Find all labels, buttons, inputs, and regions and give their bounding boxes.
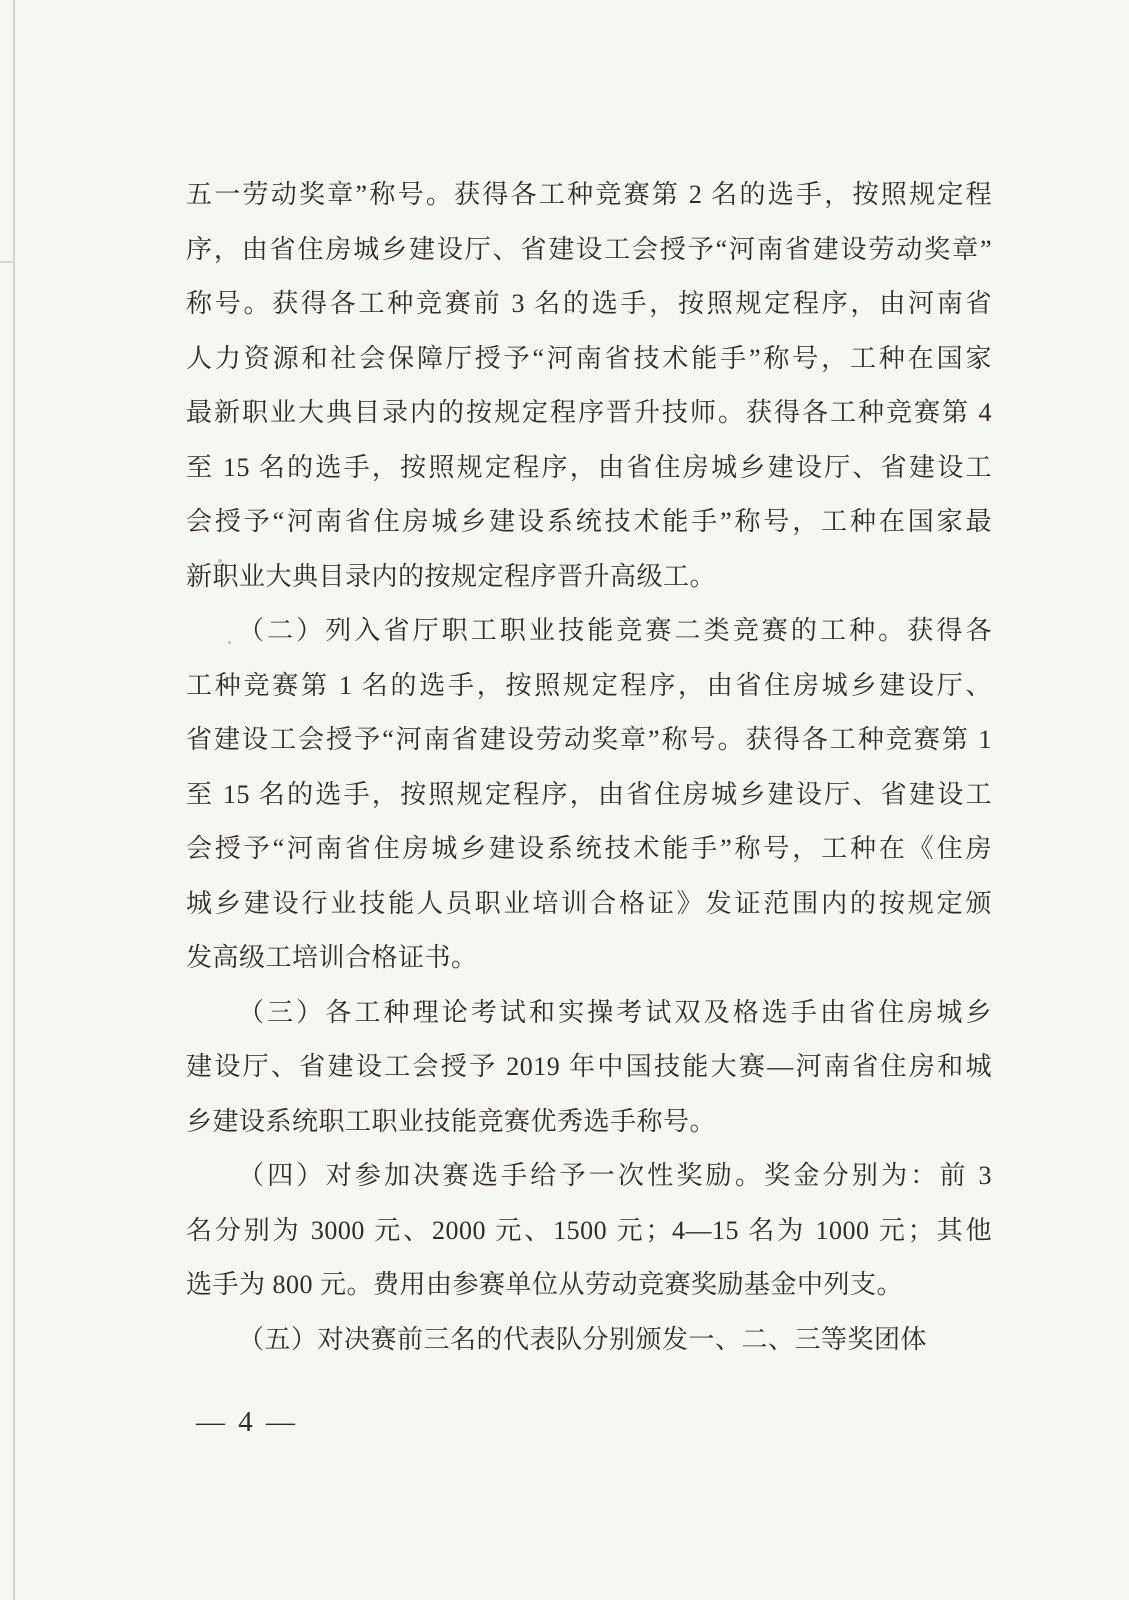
paragraph <box>186 1149 992 1313</box>
text-line: （二）列入省厅职工职业技能竞赛二类竞赛的工种。获得各 <box>238 616 992 645</box>
text-line: 序，由省住房城乡建设厅、省建设工会授予“河南省建设劳动奖章” <box>186 234 992 264</box>
text-line: 省建设工会授予“河南省建设劳动奖章”称号。获得各工种竞赛第 1 <box>186 725 992 754</box>
text-line: 至 15 名的选手，按照规定程序，由省住房城乡建设厅、省建设工 <box>186 779 992 809</box>
scan-artifact-line <box>13 0 15 1600</box>
text-line: （三）各工种理论考试和实操考试双及格选手由省住房城乡 <box>238 997 992 1027</box>
paragraph <box>186 1313 992 1368</box>
page-number: — 4 — <box>196 1406 298 1438</box>
text-line: （四）对参加决赛选手给予一次性奖励。奖金分别为：前 3 <box>238 1161 992 1190</box>
text-line: 五一劳动奖章”称号。获得各工种竞赛第 2 名的选手，按照规定程 <box>186 180 992 209</box>
text-line: 名分别为 3000 元、2000 元、1500 元；4—15 名为 1000 元；其他 <box>186 1215 992 1245</box>
text-line: 最新职业大典目录内的按规定程序晋升技师。获得各工种竞赛第 4 <box>186 398 992 427</box>
text-line: 会授予“河南省住房城乡建设系统技术能手”称号，工种在《住房 <box>186 834 992 863</box>
scan-artifact-tick <box>0 261 15 263</box>
text-line: （五）对决赛前三名的代表队分别颁发一、二、三等奖团体 <box>238 1324 928 1354</box>
document-body <box>186 168 992 1367</box>
text-line: 会授予“河南省住房城乡建设系统技术能手”称号，工种在国家最 <box>186 507 992 536</box>
text-line: 选手为 800 元。费用由参赛单位从劳动竞赛奖励基金中列支。 <box>186 1270 904 1299</box>
paragraph <box>186 604 992 986</box>
paragraph <box>186 168 992 604</box>
text-line: 建设厅、省建设工会授予 2019 年中国技能大赛—河南省住房和城 <box>186 1052 992 1081</box>
text-line: 城乡建设行业技能人员职业培训合格证》发证范围内的按规定颁 <box>186 888 992 918</box>
text-line: 工种竞赛第 1 名的选手，按照规定程序，由省住房城乡建设厅、 <box>186 670 992 700</box>
text-line: 称号。获得各工种竞赛前 3 名的选手，按照规定程序，由河南省 <box>186 289 992 318</box>
text-line: 至 15 名的选手，按照规定程序，由省住房城乡建设厅、省建设工 <box>186 452 992 482</box>
text-line: 新职业大典目录内的按规定程序晋升高级工。 <box>186 561 717 591</box>
text-line: 发高级工培训合格证书。 <box>186 943 478 972</box>
text-line: 乡建设系统职工职业技能竞赛优秀选手称号。 <box>186 1106 717 1136</box>
paragraph <box>186 986 992 1150</box>
text-line: 人力资源和社会保障厅授予“河南省技术能手”称号，工种在国家 <box>186 343 992 373</box>
